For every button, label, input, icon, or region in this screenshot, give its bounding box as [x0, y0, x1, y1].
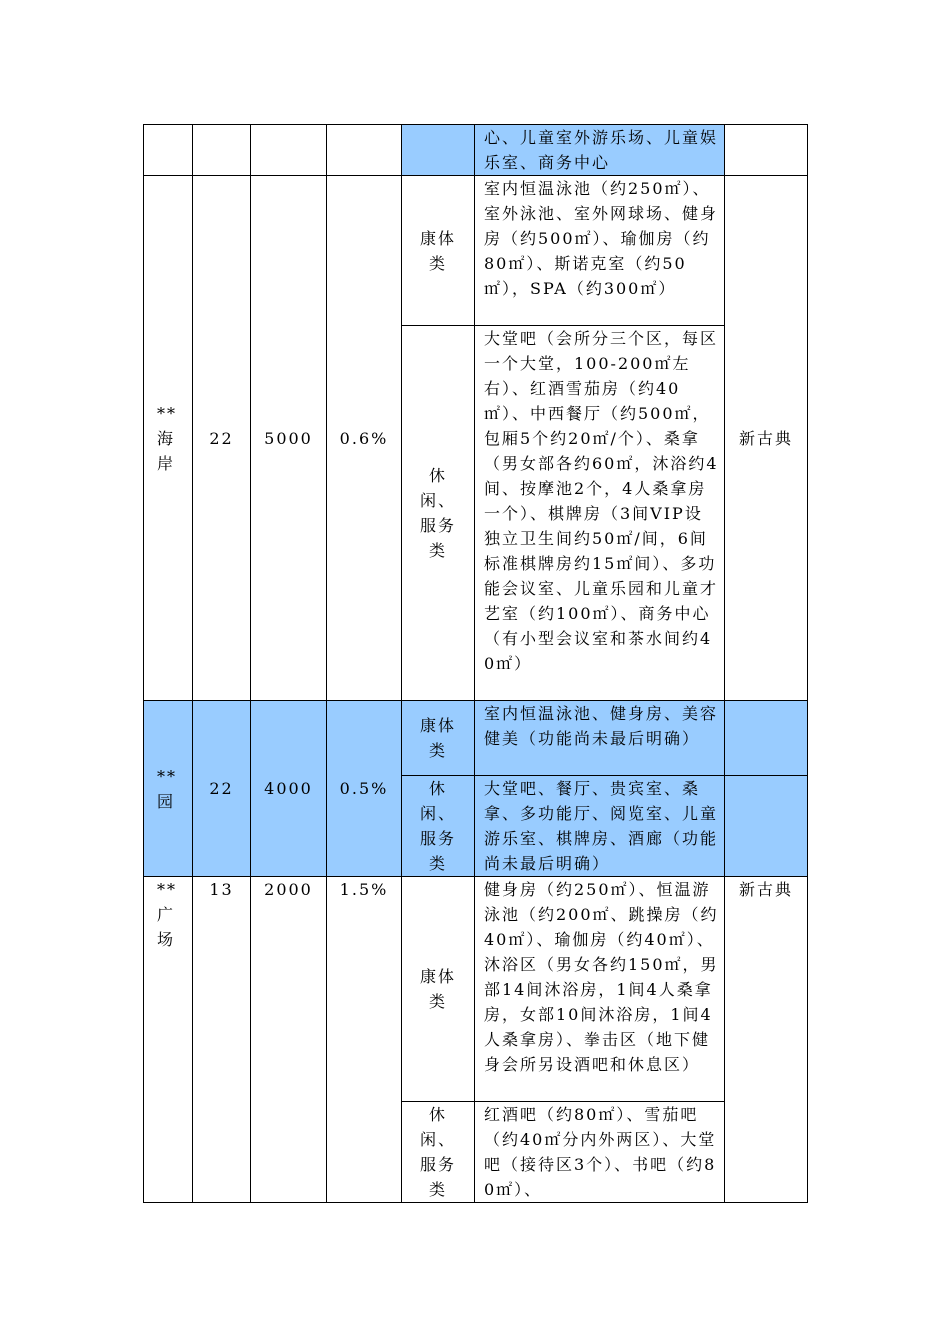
table-row [144, 701, 808, 776]
club-area: 4000 [251, 701, 327, 877]
facility-desc: 大堂吧（会所分三个区，每区一个大堂，100-200㎡左右）、红酒雪茄房（约40㎡）、中西餐厅（约500㎡，包厢5个约20㎡/个）、桑拿（男女部各约60㎡，沐浴约4间、按摩池2个，4人桑拿房一个）、棋牌房（3间VIP设独立卫生间约50㎡/间，6间标准棋牌房约15㎡间）、多功能会议室、儿童乐园和儿童才艺室（约100㎡）、商务中心（有小型会议室和茶水间约40㎡） [475, 326, 725, 701]
area-ratio: 0.5% [327, 701, 402, 877]
facility-category: 休闲、服务类 [402, 776, 475, 877]
facility-category: 休闲、服务类 [402, 1102, 475, 1203]
facility-desc: 大堂吧、餐厅、贵宾室、桑拿、多功能厅、阅览室、儿童游乐室、棋牌房、酒廊（功能尚未最后明确） [475, 776, 725, 877]
table-row [144, 125, 808, 176]
facility-desc: 室内恒温泳池、健身房、美容健美（功能尚未最后明确） [475, 701, 725, 776]
table-row [144, 877, 808, 1102]
unit-count: 22 [193, 701, 251, 877]
area-ratio: 0.6% [327, 176, 402, 701]
facility-desc: 红酒吧（约80㎡）、雪茄吧（约40㎡分内外两区）、大堂吧（接待区3个）、书吧（约80㎡）、 [475, 1102, 725, 1203]
architecture-style: 新古典 [725, 176, 808, 701]
table-row [144, 176, 808, 326]
clubhouse-comparison-table [143, 124, 808, 1203]
area-ratio: 1.5% [327, 877, 402, 1203]
unit-count: 22 [193, 176, 251, 701]
facility-category: 康体类 [402, 176, 475, 326]
architecture-style: 新古典 [725, 877, 808, 1203]
facility-category: 休闲、服务类 [402, 326, 475, 701]
unit-count: 13 [193, 877, 251, 1203]
project-name: ** 海 岸 [144, 176, 193, 701]
project-name: ** 园 [144, 701, 193, 877]
facility-category: 康体类 [402, 701, 475, 776]
facility-desc: 室内恒温泳池（约250㎡）、室外泳池、室外网球场、健身房（约500㎡）、瑜伽房（约80㎡）、斯诺克室（约50㎡），SPA（约300㎡） [475, 176, 725, 326]
club-area: 2000 [251, 877, 327, 1203]
club-area: 5000 [251, 176, 327, 701]
facility-category: 康体类 [402, 877, 475, 1102]
facility-desc: 心、儿童室外游乐场、儿童娱乐室、商务中心 [475, 125, 725, 176]
project-name: ** 广 场 [144, 877, 193, 1203]
facility-desc: 健身房（约250㎡）、恒温游泳池（约200㎡、跳操房（约40㎡）、瑜伽房（约40㎡）、沐浴区（男女各约150㎡，男部14间沐浴房，1间4人桑拿房，女部10间沐浴房，1间4人桑拿房）、拳击区（地下健身会所另设酒吧和休息区） [475, 877, 725, 1102]
